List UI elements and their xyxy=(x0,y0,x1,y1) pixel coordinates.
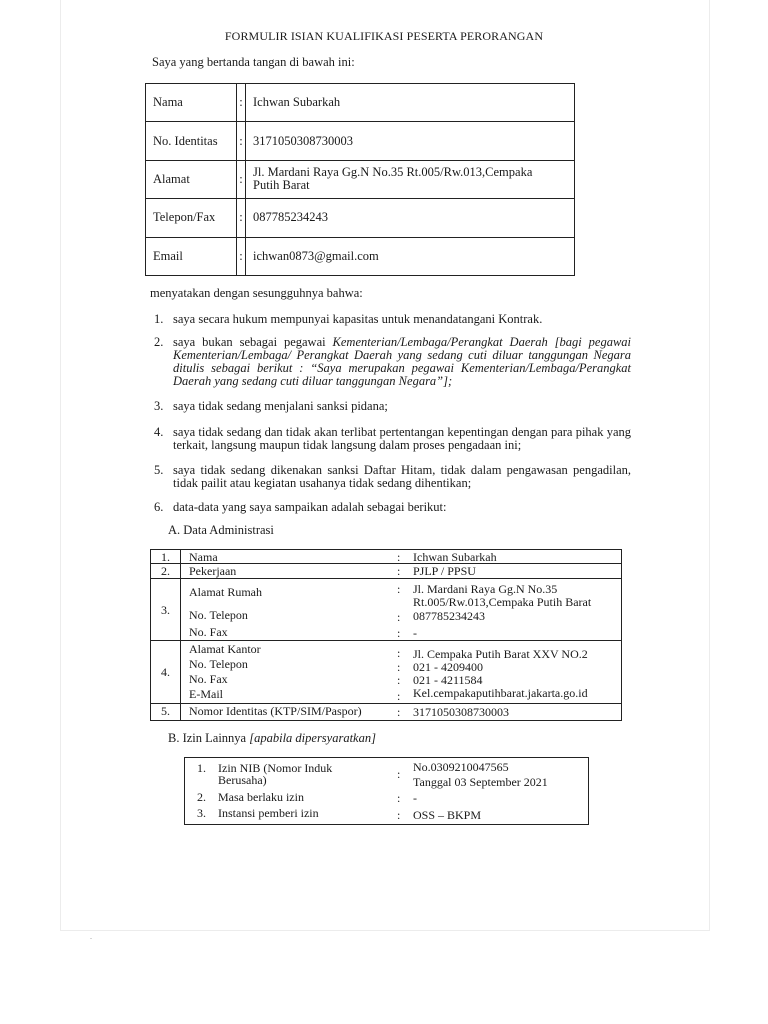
colon: : xyxy=(397,610,401,624)
table-row xyxy=(146,160,575,198)
section-a-heading: A. Data Administrasi xyxy=(168,523,274,537)
colon: : xyxy=(237,237,246,275)
row-value: 087785234243 xyxy=(413,609,485,623)
row-divider xyxy=(151,578,621,579)
id-label: No. Identitas xyxy=(146,122,237,160)
column-divider xyxy=(180,550,181,720)
row-label: Berusaha) xyxy=(218,773,267,787)
item-text-plain: saya bukan sebagai pegawai xyxy=(173,335,333,349)
item-text-italic: Kementerian/Lembaga/Perangkat Daerah [bagi pegawai Kementerian/Lembaga/ Perangkat Daerah yang sedang cuti diluar tanggungan Negara ditulis sebagai berikut : “Saya merupakan pegawai Kementerian/Lembaga/Perangkat Daerah yang sedang cuti diluar tanggungan Negara”]; xyxy=(173,335,632,388)
izin-lainnya-table xyxy=(184,757,589,825)
row-value: No.0309210047565 xyxy=(413,760,509,774)
item-text xyxy=(173,336,631,388)
colon: : xyxy=(397,550,401,564)
row-value: Tanggal 03 September 2021 xyxy=(413,775,548,789)
colon: : xyxy=(397,660,401,674)
row-value: PJLP / PPSU xyxy=(413,564,476,578)
nama-value: Ichwan Subarkah xyxy=(246,84,575,122)
row-number: 3. xyxy=(197,806,206,820)
colon: : xyxy=(237,160,246,198)
item-text: data-data yang saya sampaikan adalah sebagai berikut: xyxy=(173,500,447,514)
row-label: Pekerjaan xyxy=(189,564,237,578)
telp-value: 087785234243 xyxy=(246,199,575,237)
row-value: 3171050308730003 xyxy=(413,705,509,719)
row-label: No. Telepon xyxy=(189,608,248,622)
colon: : xyxy=(397,673,401,687)
data-administrasi-table xyxy=(150,549,622,721)
row-value: - xyxy=(413,791,417,805)
colon: : xyxy=(237,199,246,237)
item-text: saya tidak sedang dan tidak akan terlibat pertentangan kepentingan dengan para pihak yang terkait, langsung maupun tidak langsung dalam proses pengadaan ini; xyxy=(173,425,631,452)
section-b-heading xyxy=(168,731,376,746)
colon: : xyxy=(397,646,401,660)
id-value: 3171050308730003 xyxy=(246,122,575,160)
row-value: Jl. Mardani Raya Gg.N No.35 xyxy=(413,582,558,596)
row-value: 021 - 4211584 xyxy=(413,673,483,687)
item-number: 1. xyxy=(154,312,164,326)
colon: : xyxy=(397,564,401,578)
row-number: 1. xyxy=(161,550,170,564)
item-number: 6. xyxy=(154,500,164,514)
page-mark: . xyxy=(90,932,92,941)
colon: : xyxy=(397,705,401,719)
row-value: Rt.005/Rw.013,Cempaka Putih Barat xyxy=(413,595,592,609)
row-divider xyxy=(151,640,621,641)
statement-text: menyatakan dengan sesungguhnya bahwa: xyxy=(150,286,363,300)
item-text: saya tidak sedang dikenakan sanksi Daftar Hitam, tidak dalam pengawasan pengadilan, tidak pailit atau kegiatan usahanya tidak sedang dihentikan; xyxy=(173,463,631,490)
colon: : xyxy=(397,689,401,703)
row-label: Nama xyxy=(189,550,218,564)
item-text: saya secara hukum mempunyai kapasitas untuk menandatangani Kontrak. xyxy=(173,312,543,326)
alamat-line-1: Jl. Mardani Raya Gg.N No.35 Rt.005/Rw.013,Cempaka xyxy=(253,165,533,180)
item-text: saya tidak sedang menjalani sanksi pidana; xyxy=(173,399,388,413)
colon: : xyxy=(397,791,401,805)
row-value: Jl. Cempaka Putih Barat XXV NO.2 xyxy=(413,647,588,661)
section-b-note: [apabila dipersyaratkan] xyxy=(249,731,376,745)
row-label: Masa berlaku izin xyxy=(218,790,304,804)
colon: : xyxy=(237,122,246,160)
telp-label: Telepon/Fax xyxy=(146,199,237,237)
item-number: 2. xyxy=(154,335,164,349)
item-number: 4. xyxy=(154,425,164,439)
table-row xyxy=(146,84,575,122)
row-value: 021 - 4209400 xyxy=(413,660,483,674)
row-label: E-Mail xyxy=(189,687,223,701)
colon: : xyxy=(397,808,401,822)
row-value: Kel.cempakaputihbarat.jakarta.go.id xyxy=(413,686,588,700)
colon: : xyxy=(237,84,246,122)
row-label: Alamat Rumah xyxy=(189,585,262,599)
table-row xyxy=(146,122,575,160)
row-number: 3. xyxy=(161,603,170,617)
intro-text: Saya yang bertanda tangan di bawah ini: xyxy=(152,55,355,69)
row-label: Instansi pemberi izin xyxy=(218,806,319,820)
item-number: 5. xyxy=(154,463,164,477)
row-label: No. Telepon xyxy=(189,657,248,671)
colon: : xyxy=(397,582,401,596)
item-number: 3. xyxy=(154,399,164,413)
row-value: OSS – BKPM xyxy=(413,808,482,822)
table-row xyxy=(146,237,575,275)
row-number: 2. xyxy=(161,564,170,578)
alamat-line-2: Putih Barat xyxy=(253,178,310,193)
row-value: - xyxy=(413,626,417,640)
nama-label: Nama xyxy=(146,84,237,122)
colon: : xyxy=(397,767,401,781)
form-title: FORMULIR ISIAN KUALIFIKASI PESERTA PERORANGAN xyxy=(224,29,544,43)
alamat-value xyxy=(246,160,575,198)
identity-table xyxy=(145,83,575,276)
email-label: Email xyxy=(146,237,237,275)
row-number: 5. xyxy=(161,704,170,718)
row-number: 4. xyxy=(161,665,170,679)
row-label: No. Fax xyxy=(189,625,228,639)
colon: : xyxy=(397,626,401,640)
section-b-title: B. Izin Lainnya xyxy=(168,731,250,745)
row-label: Izin NIB (Nomor Induk xyxy=(218,761,333,775)
row-label: Alamat Kantor xyxy=(189,642,261,656)
row-number: 1. xyxy=(197,761,206,775)
alamat-label: Alamat xyxy=(146,160,237,198)
table-row xyxy=(146,199,575,237)
email-value: ichwan0873@gmail.com xyxy=(246,237,575,275)
row-label: Nomor Identitas (KTP/SIM/Paspor) xyxy=(189,704,362,718)
row-label: No. Fax xyxy=(189,672,228,686)
row-value: Ichwan Subarkah xyxy=(413,550,497,564)
row-number: 2. xyxy=(197,790,206,804)
